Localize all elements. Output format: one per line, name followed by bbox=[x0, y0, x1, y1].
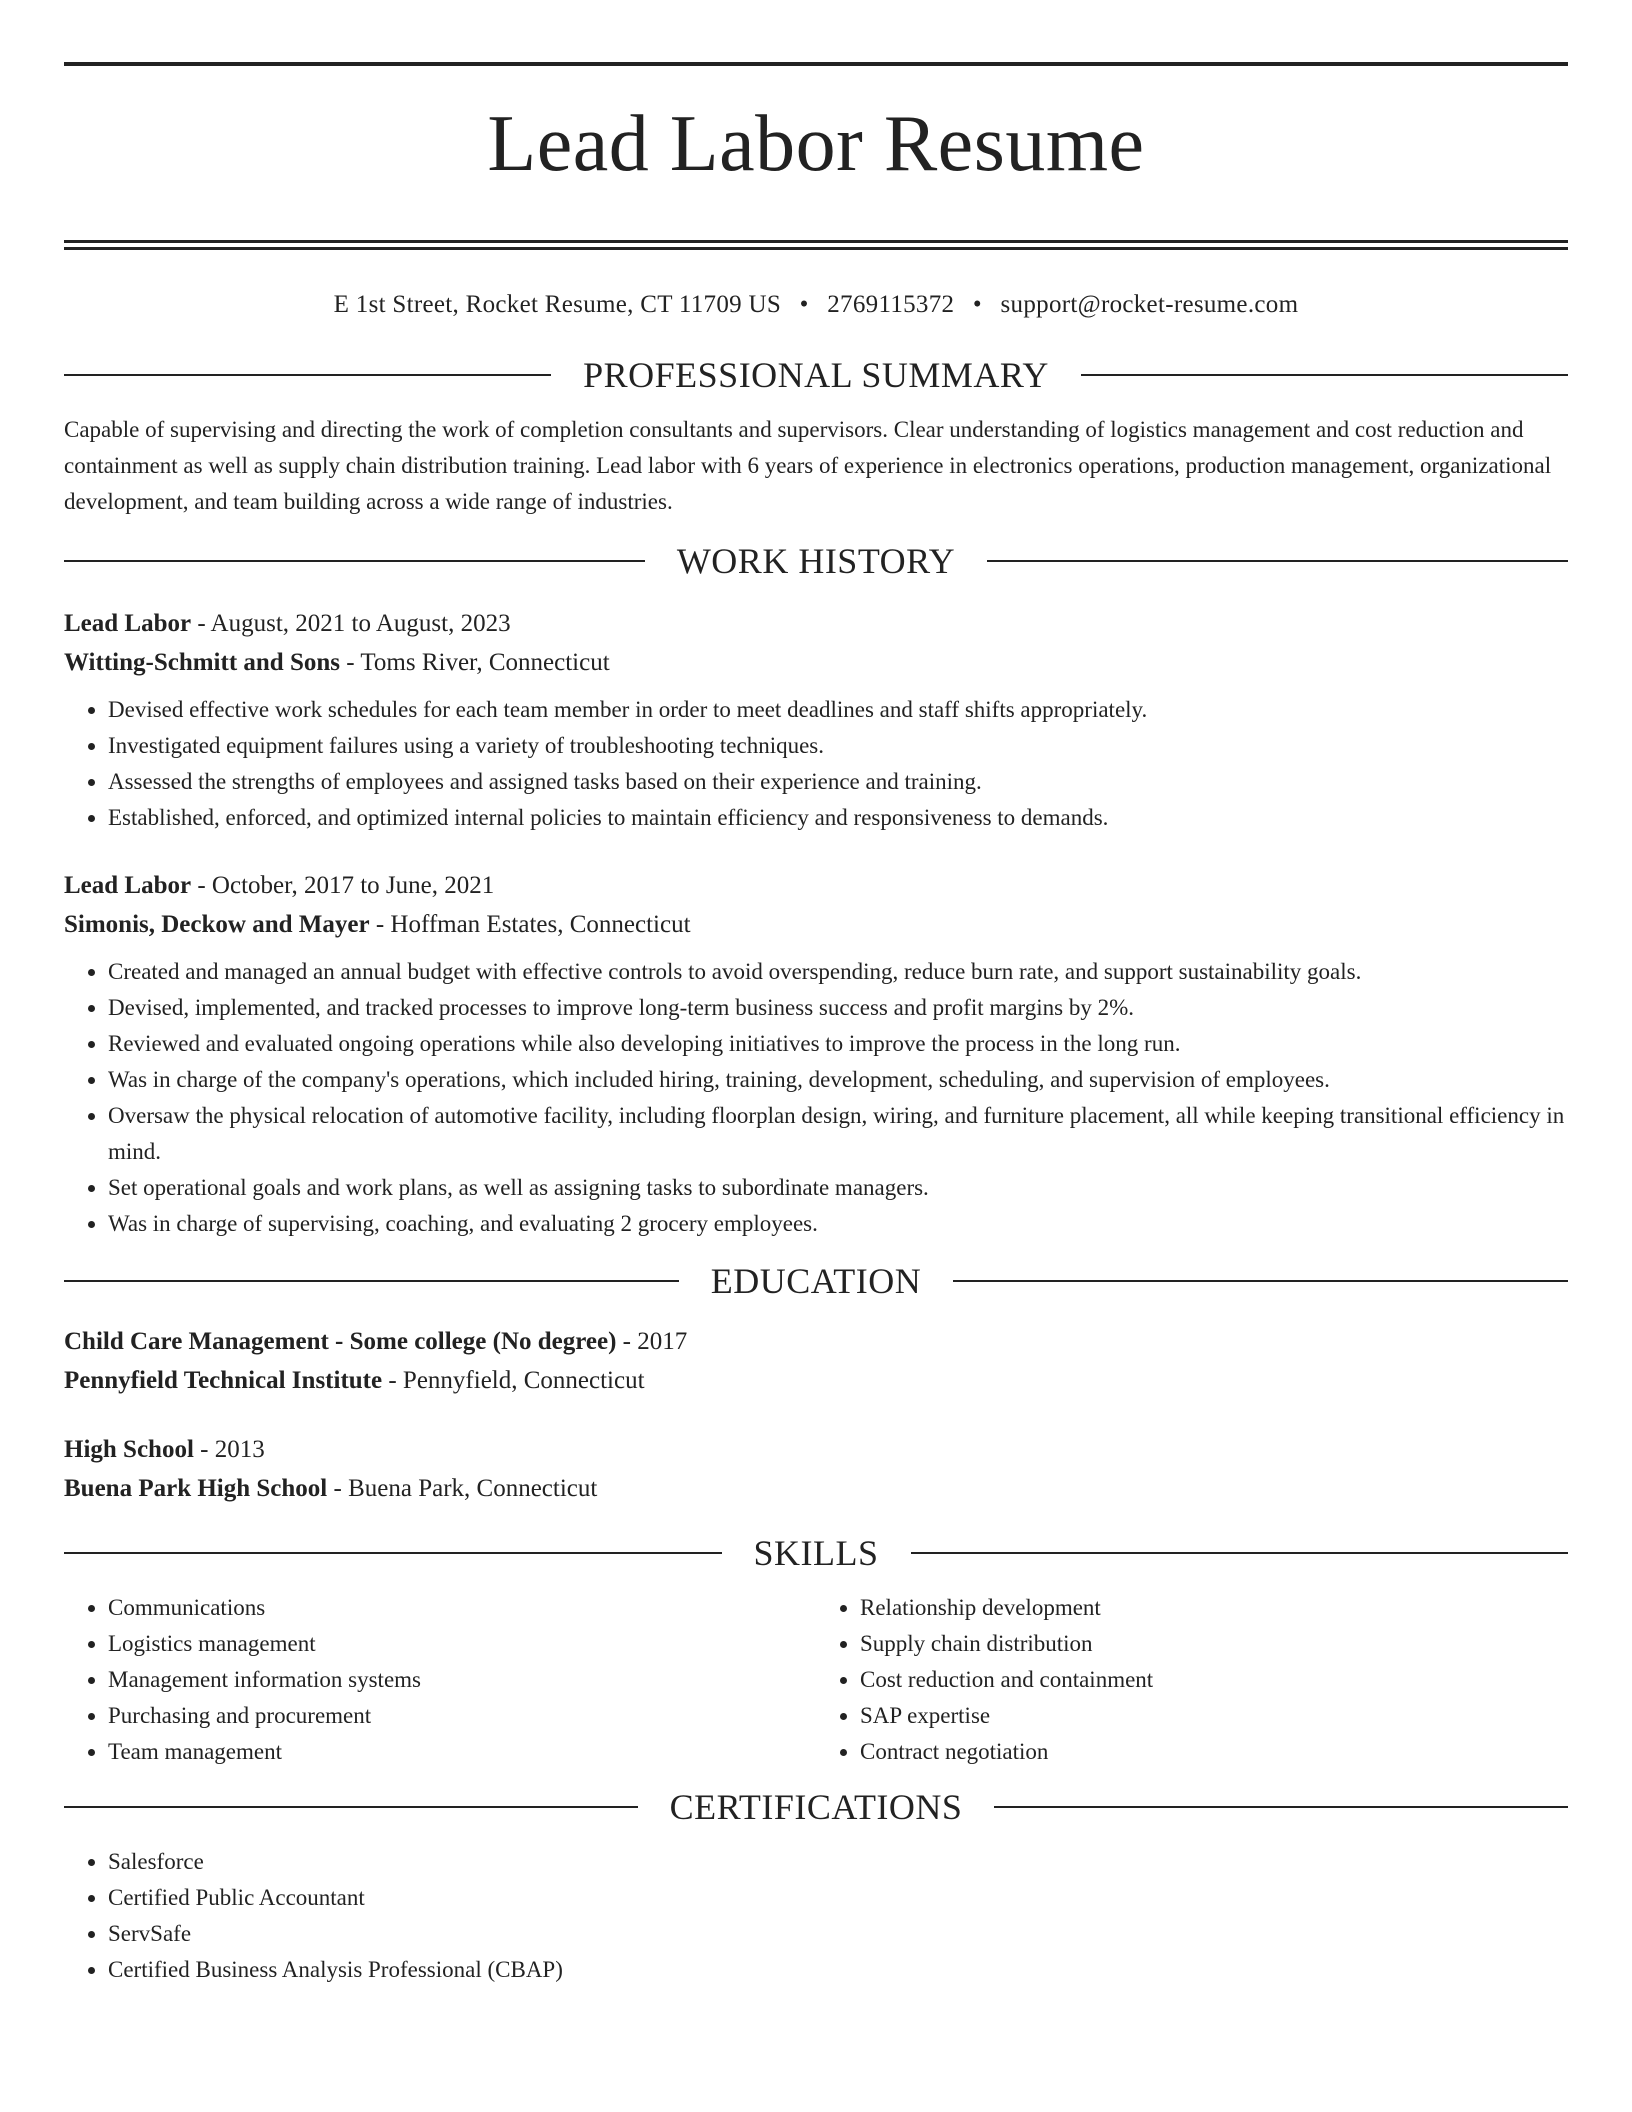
list-item: • Was in charge of supervising, coaching, and evaluating 2 grocery employees. bbox=[108, 1206, 1568, 1242]
heading-rule bbox=[64, 1280, 679, 1282]
section-heading-certifications bbox=[64, 1782, 1568, 1832]
job-title-line bbox=[64, 604, 1568, 643]
job-entry bbox=[64, 866, 1568, 1242]
job-dates: - August, 2021 to August, 2023 bbox=[191, 610, 511, 637]
list-item: • Set operational goals and work plans, as well as assigning tasks to subordinate managers. bbox=[108, 1170, 1568, 1206]
section-title: SKILLS bbox=[753, 1533, 879, 1573]
education-degree-line bbox=[64, 1430, 1568, 1469]
contact-email: support@rocket-resume.com bbox=[1000, 291, 1299, 318]
list-item: • Assessed the strengths of employees and assigned tasks based on their experience and training. bbox=[108, 764, 1568, 800]
job-role: Lead Labor bbox=[64, 610, 192, 637]
list-item: • Investigated equipment failures using a variety of troubleshooting techniques. bbox=[108, 728, 1568, 764]
list-item: • Cost reduction and containment bbox=[860, 1662, 1568, 1698]
job-company-line bbox=[64, 643, 1568, 682]
section-heading-summary bbox=[64, 350, 1568, 400]
list-item: • Team management bbox=[108, 1734, 816, 1770]
contact-separator: • bbox=[799, 291, 809, 318]
job-bullets bbox=[64, 692, 1568, 836]
list-item: • Management information systems bbox=[108, 1662, 816, 1698]
list-item: • SAP expertise bbox=[860, 1698, 1568, 1734]
heading-rule bbox=[64, 374, 551, 376]
education-location: - Pennyfield, Connecticut bbox=[382, 1367, 645, 1394]
section-title: WORK HISTORY bbox=[676, 541, 956, 581]
list-item: • Devised effective work schedules for each team member in order to meet deadlines and staff shifts appropriately. bbox=[108, 692, 1568, 728]
contact-address: E 1st Street, Rocket Resume, CT 11709 US bbox=[333, 291, 782, 318]
heading-rule bbox=[64, 1806, 638, 1808]
job-title-line bbox=[64, 866, 1568, 905]
list-item: • Contract negotiation bbox=[860, 1734, 1568, 1770]
education-school-line bbox=[64, 1469, 1568, 1508]
education-school-line bbox=[64, 1361, 1568, 1400]
skills-column-right bbox=[816, 1590, 1568, 1770]
summary-text: Capable of supervising and directing the work of completion consultants and supervisors. Clear understanding of logistics management and cost reduction and containment as well as supply chain distribution training. Lead labor with 6 years of experience in electronics operations, production management, organizational development, and team building across a wide range of industries. bbox=[64, 417, 1552, 514]
heading-rule bbox=[953, 1280, 1568, 1282]
education-degree: High School bbox=[64, 1436, 194, 1463]
education-year: - 2017 bbox=[616, 1328, 688, 1355]
list-item: • Certified Public Accountant bbox=[108, 1880, 1568, 1916]
list-item: • Established, enforced, and optimized internal policies to maintain efficiency and responsiveness to demands. bbox=[108, 800, 1568, 836]
job-location: - Hoffman Estates, Connecticut bbox=[369, 911, 691, 938]
list-item: • Certified Business Analysis Professional (CBAP) bbox=[108, 1952, 1568, 1988]
education-degree: Child Care Management - Some college (No degree) bbox=[64, 1328, 617, 1355]
section-title: PROFESSIONAL SUMMARY bbox=[583, 355, 1049, 395]
list-item: • Salesforce bbox=[108, 1844, 1568, 1880]
contact-phone: 2769115372 bbox=[827, 291, 955, 318]
heading-rule bbox=[64, 560, 645, 562]
job-dates: - October, 2017 to June, 2021 bbox=[191, 872, 495, 899]
education-location: - Buena Park, Connecticut bbox=[327, 1475, 598, 1502]
job-company: Witting-Schmitt and Sons bbox=[64, 649, 340, 676]
list-item: • Purchasing and procurement bbox=[108, 1698, 816, 1734]
education-entry bbox=[64, 1430, 1568, 1508]
list-item: • ServSafe bbox=[108, 1916, 1568, 1952]
heading-rule bbox=[64, 1552, 722, 1554]
heading-rule bbox=[911, 1552, 1569, 1554]
skills-column-left bbox=[64, 1590, 816, 1770]
job-location: - Toms River, Connecticut bbox=[340, 649, 610, 676]
heading-rule bbox=[994, 1806, 1568, 1808]
section-heading-work-history bbox=[64, 536, 1568, 586]
education-year: - 2013 bbox=[193, 1436, 265, 1463]
job-role: Lead Labor bbox=[64, 872, 192, 899]
heading-rule bbox=[987, 560, 1568, 562]
contact-separator: • bbox=[972, 291, 982, 318]
section-title: EDUCATION bbox=[710, 1261, 922, 1301]
job-bullets bbox=[64, 954, 1568, 1242]
list-item: • Reviewed and evaluated ongoing operations while also developing initiatives to improve the process in the long run. bbox=[108, 1026, 1568, 1062]
title-double-rule bbox=[64, 240, 1568, 250]
list-item: • Oversaw the physical relocation of automotive facility, including floorplan design, wiring, and furniture placement, all while keeping transitional efficiency in mind. bbox=[108, 1098, 1568, 1170]
list-item: • Created and managed an annual budget with effective controls to avoid overspending, reduce burn rate, and support sustainability goals. bbox=[108, 954, 1568, 990]
list-item: • Communications bbox=[108, 1590, 816, 1626]
resume-title: Lead Labor Resume bbox=[487, 100, 1145, 188]
job-entry bbox=[64, 604, 1568, 836]
education-school: Pennyfield Technical Institute bbox=[64, 1367, 383, 1394]
certifications-list bbox=[64, 1844, 1568, 1988]
job-company-line bbox=[64, 905, 1568, 944]
job-company: Simonis, Deckow and Mayer bbox=[64, 911, 370, 938]
contact-line bbox=[64, 288, 1568, 322]
skills-grid bbox=[64, 1590, 1568, 1770]
section-title: CERTIFICATIONS bbox=[669, 1787, 963, 1827]
list-item: • Relationship development bbox=[860, 1590, 1568, 1626]
education-entry bbox=[64, 1322, 1568, 1400]
list-item: • Logistics management bbox=[108, 1626, 816, 1662]
education-school: Buena Park High School bbox=[64, 1475, 328, 1502]
heading-rule bbox=[1081, 374, 1568, 376]
list-item: • Devised, implemented, and tracked processes to improve long-term business success and profit margins by 2%. bbox=[108, 990, 1568, 1026]
list-item: • Supply chain distribution bbox=[860, 1626, 1568, 1662]
section-heading-education bbox=[64, 1256, 1568, 1306]
section-heading-skills bbox=[64, 1528, 1568, 1578]
list-item: • Was in charge of the company's operations, which included hiring, training, development, scheduling, and supervision of employees. bbox=[108, 1062, 1568, 1098]
education-degree-line bbox=[64, 1322, 1568, 1361]
